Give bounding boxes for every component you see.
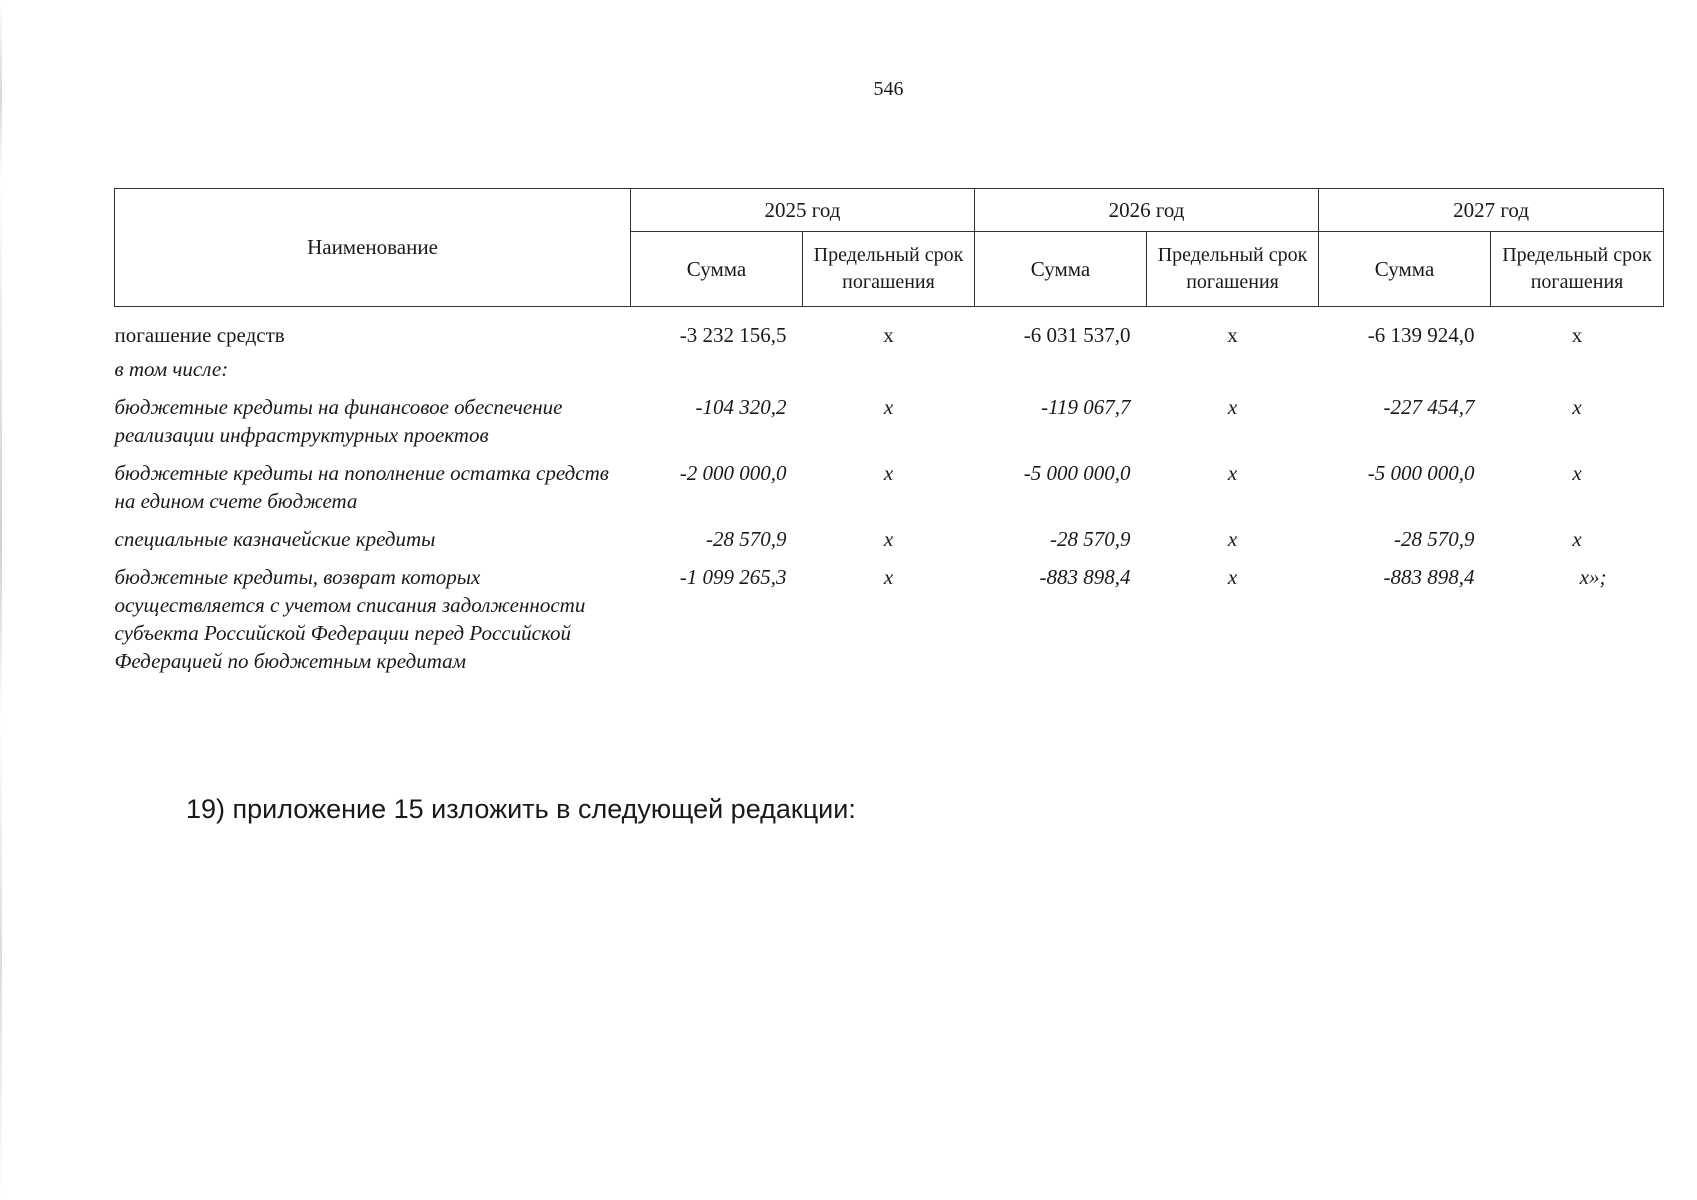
cell-limit-2025: x [883,323,894,347]
cell-limit-2027: x [1572,395,1582,419]
col-header-year-2026: 2026 год [975,189,1319,232]
cell-limit-2027: x [1571,323,1583,347]
row-name: бюджетные кредиты на пополнение остатка средств на едином счете бюджета [114,461,609,513]
cell-sum-2027: -883 898,4 [1383,565,1475,589]
col-header-limit: Предельный срок погашения [1491,232,1664,307]
cell-limit-2026: x [1227,395,1238,419]
table-row [115,455,1664,521]
cell-limit-2025: x [883,565,894,589]
table-row [115,389,1664,455]
cell-sum-2025: -104 320,2 [695,395,787,419]
cell-sum-2026 [975,353,1147,389]
cell-sum-2025: -1 099 265,3 [679,565,787,589]
cell-sum-2026: -6 031 537,0 [1023,323,1131,347]
col-header-limit: Предельный срок погашения [803,232,975,307]
cell-limit-2026: x [1227,323,1238,347]
row-name: бюджетные кредиты, возврат которых осуществляется с учетом списания задолженности субъекта Российской Федерации перед Российской Федерацией по бюджетным кредитам [114,565,586,673]
col-header-year-2027: 2027 год [1319,189,1664,232]
cell-limit-2025 [803,353,975,389]
cell-limit-2026: x [1227,565,1238,589]
row-name: погашение средств [114,323,285,347]
cell-limit-2026: x [1227,527,1238,551]
cell-sum-2027: -227 454,7 [1383,395,1475,419]
row-name: бюджетные кредиты на финансовое обеспечение реализации инфраструктурных проектов [114,395,563,447]
cell-limit-2025: x [883,527,894,551]
col-header-sum: Сумма [975,232,1147,307]
page-number: 546 [873,78,904,100]
sources-table [114,188,1664,681]
table-header-years [115,189,1664,232]
scan-edge [0,0,2,1200]
cell-sum-2025: -3 232 156,5 [679,323,787,347]
col-header-sum: Сумма [631,232,803,307]
table-row [115,353,1664,389]
cell-sum-2026: -883 898,4 [1039,565,1131,589]
cell-sum-2027: -28 570,9 [1394,527,1475,551]
cell-sum-2025 [631,353,803,389]
row-name: специальные казначейские кредиты [114,527,436,551]
cell-limit-2027 [1491,353,1664,389]
col-header-year-2025: 2025 год [631,189,975,232]
cell-sum-2027: -5 000 000,0 [1367,461,1475,485]
cell-sum-2027: -6 139 924,0 [1367,323,1475,347]
cell-sum-2025: -28 570,9 [706,527,787,551]
table-row [115,559,1664,681]
table-row [115,307,1664,354]
cell-sum-2026: -119 067,7 [1041,395,1131,419]
cell-sum-2026: -28 570,9 [1050,527,1131,551]
col-header-sum: Сумма [1319,232,1491,307]
cell-limit-2026 [1147,353,1319,389]
closing-mark: x»; [1579,565,1607,589]
next-paragraph: 19) приложение 15 изложить в следующей редакции: [186,794,856,824]
cell-limit-2027: x [1572,527,1582,551]
col-header-limit: Предельный срок погашения [1147,232,1319,307]
cell-sum-2027 [1319,353,1491,389]
col-header-name: Наименование [115,189,631,307]
cell-sum-2025: -2 000 000,0 [679,461,787,485]
cell-limit-2027: x [1572,461,1582,485]
cell-sum-2026: -5 000 000,0 [1023,461,1131,485]
cell-limit-2026: x [1227,461,1238,485]
cell-limit-2025: x [883,395,894,419]
cell-limit-2025: x [883,461,894,485]
table-row [115,521,1664,559]
row-name: в том числе: [114,357,229,381]
cell-limit-2027 [1491,559,1664,681]
